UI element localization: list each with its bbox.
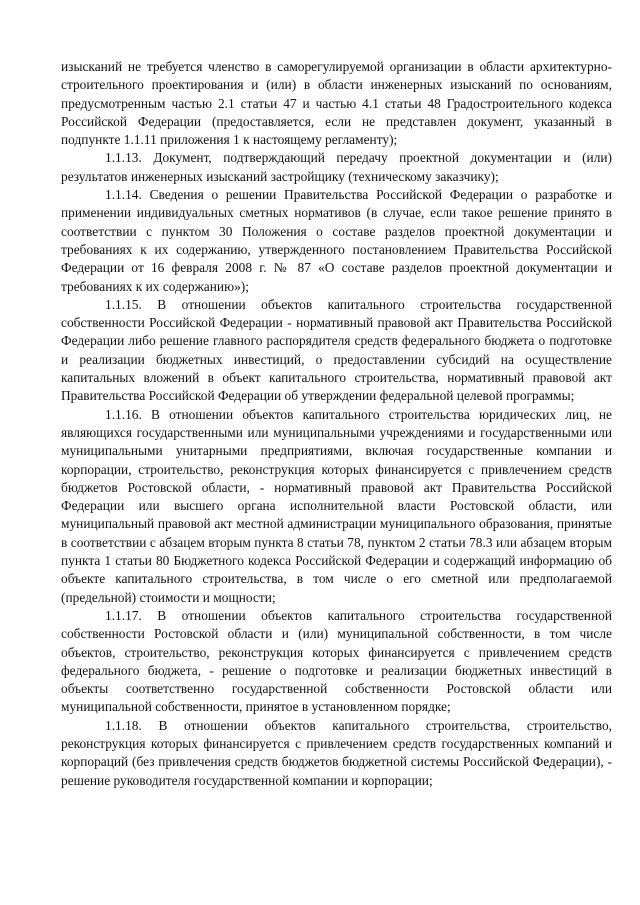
paragraph-continuation: изысканий не требуется членство в саморегулируемой организации в области архитектурно-строительного проектирования и (или) в области инженерных изысканий по основаниям, предусмотренным частью 2.1 статьи 47 и частью 4.1 статьи 48 Градостроительного кодекса Российской Федерации (предоставляется, если не представлен документ, указанный в подпункте 1.1.11 приложения 1 к настоящему регламенту);: [61, 59, 612, 148]
paragraph-1-1-16: 1.1.16. В отношении объектов капитального строительства юридических лиц, не являющихся государственными или муниципальными учреждениями и государственными или муниципальными унитарными предприятиями, включая государственные компании и корпорации, строительство, реконструкция которых финансируется с привлечением средств бюджетов Ростовской области, - нормативный правовой акт Правительства Российской Федерации или высшего органа исполнительной власти Ростовской области, или муниципальный правовой акт местной администрации муниципального образования, принятые в соответствии с абзацем вторым пункта 8 статьи 78, пунктом 2 статьи 78.3 или абзацем вторым пункта 1 статьи 80 Бюджетного кодекса Российской Федерации и содержащий информацию об объекте капитального строительства, в том числе о его сметной или предполагаемой (предельной) стоимости и мощности;: [61, 406, 612, 605]
document-page: [61, 58, 612, 790]
paragraph-1-1-18: 1.1.18. В отношении объектов капитального строительства, строительство, реконструкция которых финансируется с привлечением средств государственных компаний и корпораций (без привлечения средств бюджетов бюджетной системы Российской Федерации), - решение руководителя государственной компании и корпорации;: [61, 717, 612, 788]
paragraph-1-1-13: 1.1.13. Документ, подтверждающий передачу проектной документации и (или) результатов инженерных изысканий застройщику (техническому заказчику);: [61, 150, 612, 184]
paragraph-1-1-15: 1.1.15. В отношении объектов капитального строительства государственной собственности Российской Федерации - нормативный правовой акт Правительства Российской Федерации либо решение главного распорядителя средств федерального бюджета о подготовке и реализации бюджетных инвестиций, о предоставлении субсидий на осуществление капитальных вложений в объект капитального строительства, нормативный правовой акт Правительства Российской Федерации об утверждении федеральной целевой программы;: [61, 296, 612, 404]
paragraph-1-1-17: 1.1.17. В отношении объектов капитального строительства государственной собственности Ростовской области и (или) муниципальной собственности, в том числе объектов, строительство, реконструкция которых финансируется с привлечением средств федерального бюджета, - решение о подготовке и реализации бюджетных инвестиций в объекты соответственно государственной собственности Ростовской области или муниципальной собственности, принятое в установленном порядке;: [61, 607, 612, 715]
paragraph-1-1-14: 1.1.14. Сведения о решении Правительства Российской Федерации о разработке и применении индивидуальных сметных нормативов (в случае, если такое решение принято в соответствии с пунктом 30 Положения о составе разделов проектной документации и требованиях к их содержанию, утвержденного постановлением Правительства Российской Федерации от 16 февраля 2008 г. № 87 «О составе разделов проектной документации и требованиях к их содержанию»);: [61, 187, 612, 294]
